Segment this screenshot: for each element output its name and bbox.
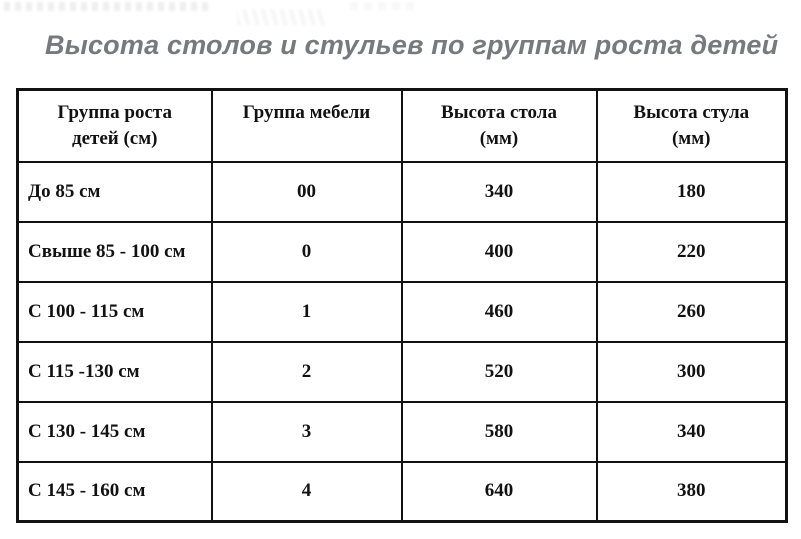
cell-growth-group: С 100 - 115 см: [18, 282, 212, 342]
cell-growth-group: С 115 -130 см: [18, 342, 212, 402]
scan-artifact-smudge: [4, 2, 209, 11]
table-row: [18, 462, 787, 522]
header-line: Группа роста: [57, 102, 172, 123]
cell-table-height: 340: [402, 162, 597, 222]
cell-growth-group: Свыше 85 - 100 см: [18, 222, 212, 282]
cell-growth-group: С 145 - 160 см: [18, 462, 212, 522]
cell-chair-height: 260: [597, 282, 787, 342]
table-row: [18, 222, 787, 282]
scan-artifact-smudge: [237, 9, 327, 25]
cell-table-height: 460: [402, 282, 597, 342]
cell-table-height: 520: [402, 342, 597, 402]
table-row: [18, 402, 787, 462]
cell-furniture-group: 0: [212, 222, 402, 282]
header-line: детей (см): [71, 127, 158, 149]
header-table-height: [402, 90, 597, 162]
header-line: (мм): [671, 127, 711, 149]
cell-growth-group: С 130 - 145 см: [18, 402, 212, 462]
header-furniture-group: [212, 90, 402, 162]
table-row: [18, 162, 787, 222]
header-growth-group: [18, 90, 212, 162]
header-line: Высота стола: [441, 102, 557, 123]
cell-furniture-group: 1: [212, 282, 402, 342]
table-row: [18, 342, 787, 402]
header-line: Группа мебели: [242, 102, 371, 123]
header-line: (мм): [479, 127, 519, 149]
page-title: Высота столов и стульев по группам роста детей: [45, 30, 779, 60]
header-chair-height: [597, 90, 787, 162]
cell-chair-height: 220: [597, 222, 787, 282]
scan-artifact-smudge: [350, 2, 420, 10]
cell-furniture-group: 2: [212, 342, 402, 402]
cell-chair-height: 180: [597, 162, 787, 222]
height-groups-table: [16, 88, 788, 523]
cell-growth-group: До 85 см: [18, 162, 212, 222]
cell-table-height: 580: [402, 402, 597, 462]
cell-chair-height: 300: [597, 342, 787, 402]
table-row: [18, 282, 787, 342]
cell-furniture-group: 00: [212, 162, 402, 222]
cell-furniture-group: 3: [212, 402, 402, 462]
cell-chair-height: 340: [597, 402, 787, 462]
cell-furniture-group: 4: [212, 462, 402, 522]
cell-table-height: 400: [402, 222, 597, 282]
cell-chair-height: 380: [597, 462, 787, 522]
cell-table-height: 640: [402, 462, 597, 522]
header-line: Высота стула: [633, 102, 750, 123]
table-header-row: [18, 90, 787, 162]
